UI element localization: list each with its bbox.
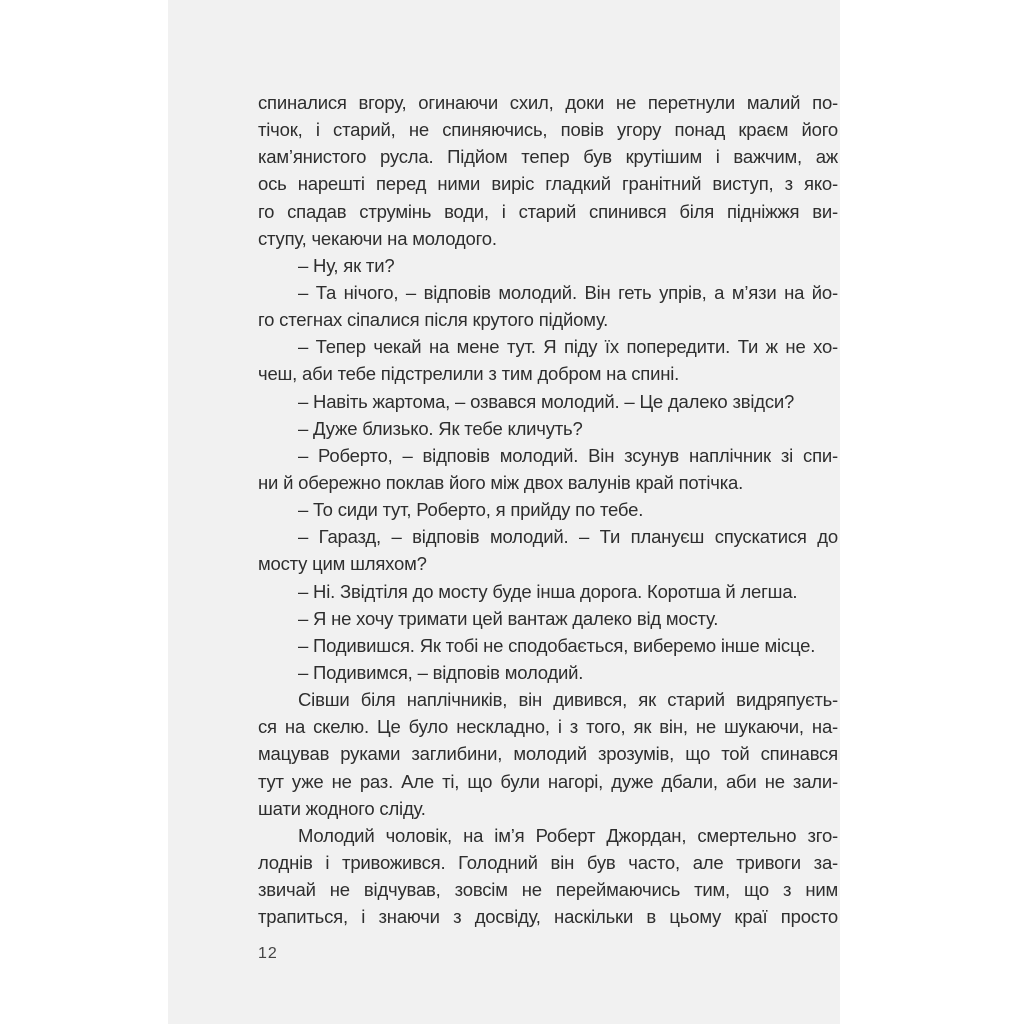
text-line: трапиться, і знаючи з досвіду, наскільки в цьому краї просто xyxy=(258,906,838,928)
text-line: чеш, аби тебе підстрелили з тим добром на спині. xyxy=(258,363,680,385)
text-line: ступу, чекаючи на молодого. xyxy=(258,227,497,249)
text-line: кам’янистого русла. Підйом тепер був крутішим і важчим, аж xyxy=(258,146,838,168)
text-line: Сівши біля наплічників, він дивився, як старий видряпуєть- xyxy=(298,689,838,711)
text-line: го спадав струмінь води, і старий спинився біля підніжжя ви- xyxy=(258,200,838,222)
text-line: – Ну, як ти? xyxy=(298,254,395,276)
text-line: – То сиди тут, Роберто, я прийду по тебе. xyxy=(298,499,644,521)
text-line: – Навіть жартома, – озвався молодий. – Це далеко звідси? xyxy=(298,390,795,412)
text-line: шати жодного сліду. xyxy=(258,797,426,819)
text-line: – Гаразд, – відповів молодий. – Ти плануєш спускатися до xyxy=(298,526,838,548)
text-line: мосту цим шляхом? xyxy=(258,553,427,575)
text-line: – Подивимся, – відповів молодий. xyxy=(298,661,584,683)
text-line: – Дуже близько. Як тебе кличуть? xyxy=(298,417,583,439)
text-line: – Тепер чекай на мене тут. Я піду їх попередити. Ти ж не хо- xyxy=(298,336,838,358)
text-line: тічок, і старий, не спиняючись, повів угору понад краєм його xyxy=(258,119,838,141)
text-line: лоднів і тривожився. Голодний він був часто, але тривоги за- xyxy=(258,851,838,873)
text-line: ось нарешті перед ними виріс гладкий гранітний виступ, з яко- xyxy=(258,173,838,195)
text-line: – Роберто, – відповів молодий. Він зсунув наплічник зі спи- xyxy=(298,444,838,466)
text-line: звичай не відчував, зовсім не переймаючись тим, що з ним xyxy=(258,879,838,901)
body-text xyxy=(258,89,838,930)
text-line: – Та нічого, – відповів молодий. Він геть упрів, а м’язи на йо- xyxy=(298,281,838,303)
text-line: – Я не хочу тримати цей вантаж далеко від мосту. xyxy=(298,607,719,629)
text-line: тут уже не раз. Але ті, що були нагорі, дуже дбали, аби не зали- xyxy=(258,770,838,792)
text-line: ни й обережно поклав його між двох валунів край потічка. xyxy=(258,471,744,493)
text-line: ся на скелю. Це було нескладно, і з того, як він, не шукаючи, на- xyxy=(258,716,838,738)
text-line: Молодий чоловік, на ім’я Роберт Джордан, смертельно зго- xyxy=(298,824,838,846)
text-line: – Ні. Звідтіля до мосту буде інша дорога. Коротша й легша. xyxy=(298,580,798,602)
text-line: го стегнах сіпалися після крутого підйому. xyxy=(258,309,609,331)
text-line: – Подивишся. Як тобі не сподобається, виберемо інше місце. xyxy=(298,634,816,656)
text-line: мацував руками заглибини, молодий зрозумів, що той спинався xyxy=(258,743,838,765)
text-line: спиналися вгору, огинаючи схил, доки не перетнули малий по- xyxy=(258,92,838,113)
page-number: 12 xyxy=(258,945,278,962)
